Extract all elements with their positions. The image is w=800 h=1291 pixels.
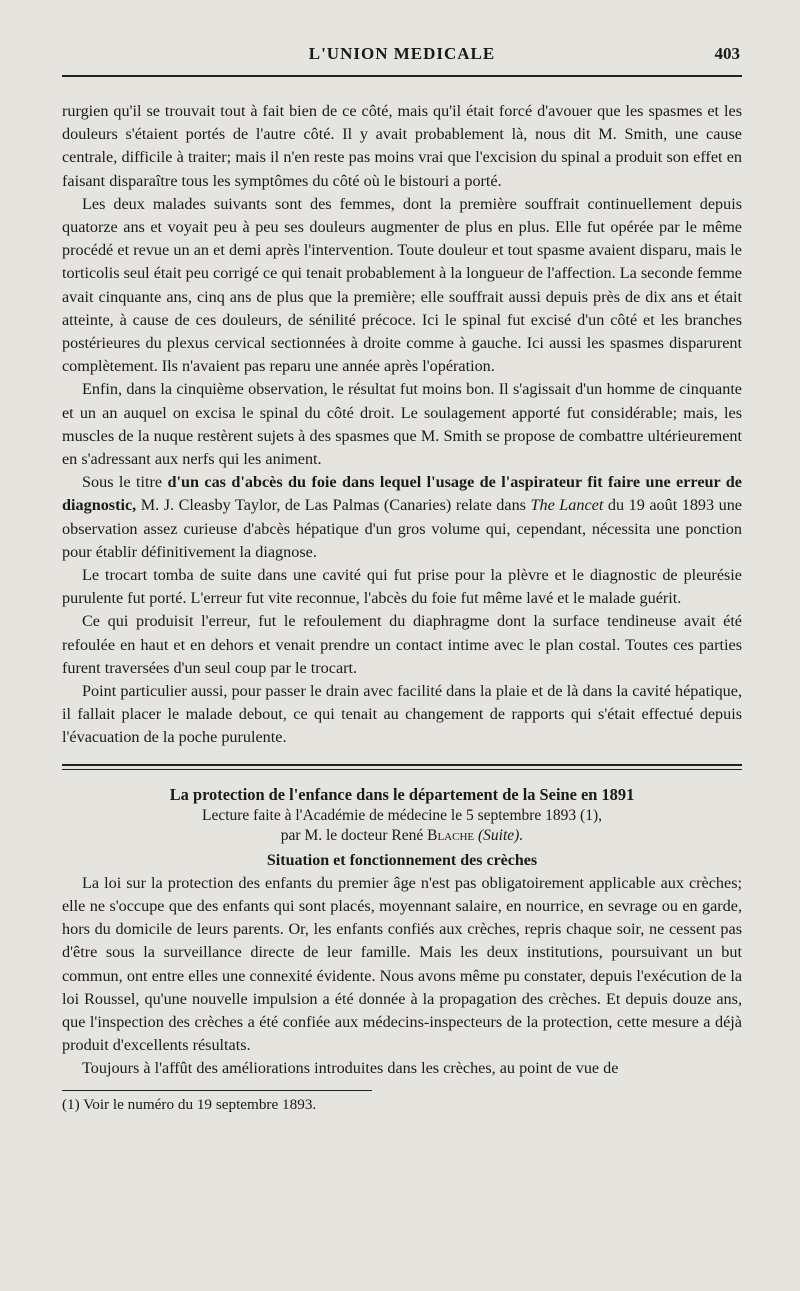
paragraph-2: Les deux malades suivants sont des femmes, dont la première souffrait continuellement depuis quatorze ans et voyait peu à peu ses douleurs augmenter de plus en plus. Elle fut opérée par le même procédé et revue un an et demi après l'intervention. Toute douleur et tout spasme avaient disparu, mais le torticolis seul était peu corrigé ce qui tenait probablement à la longueur de l'affection. La seconde femme avait cinquante ans, cinq ans de plus que la première; elle souffrait aussi depuis près de dix ans et était atteinte, à cause de ces douleurs, de sénilité précoce. Ici le spinal fut excisé d'un côté et les branches postérieures du plexus cervical sectionnées à droite comme à gauche. Ici aussi les spasmes disparurent complètement. Ils n'avaient pas reparu une année après l'opération. xyxy=(62,194,742,376)
header-rule xyxy=(62,75,742,77)
journal-name: The Lancet xyxy=(530,496,604,515)
paragraph-3: Enfin, dans la cinquième observation, le résultat fut moins bon. Il s'agissait d'un homme de cinquante et un an auquel on excisa le spinal du côté droit. Le soulagement apporté fut considérable; mais, les muscles de la nuque restèrent sujets à des spasmes que M. Smith se propose de combattre ultérieurement en s'adressant aux nerfs qui les animent. xyxy=(62,380,742,469)
footnote: (1) Voir le numéro du 19 septembre 1893. xyxy=(62,1095,317,1113)
section-title: La protection de l'enfance dans le département de la Seine en 1891 xyxy=(169,784,635,804)
paragraph-6: Ce qui produisit l'erreur, fut le refoulement du diaphragme dont la surface tendineuse avait été refoulée en haut et en dehors et venait prendre un contact intime avec le plan costal. Toutes ces parties furent traversées d'un seul coup par le trocart. xyxy=(62,612,742,677)
running-head: L'UNION MEDICALE xyxy=(308,44,496,63)
subheading: Situation et fonctionnement des crèches xyxy=(266,851,538,869)
paragraph-5: Le trocart tomba de suite dans une cavité qui fut prise pour la plèvre et le diagnostic de pleurésie purulente fut porté. L'erreur fut vite reconnue, l'abcès du foie fut même lavé et le malade guérit. xyxy=(62,566,742,608)
paragraph-4-bold-title: d'un cas d'abcès du foie dans lequel l'usage de l'aspirateur fit faire une erreur de diagnostic, xyxy=(62,473,742,515)
byline-prefix: par M. le docteur René xyxy=(280,826,428,844)
paragraph-4 xyxy=(62,471,742,564)
article-body xyxy=(62,100,742,1115)
page-header xyxy=(62,40,742,76)
page-number: 403 xyxy=(714,44,740,63)
section-paragraph-2: Toujours à l'affût des améliorations introduites dans les crèches, au point de vue de xyxy=(82,1059,619,1078)
section-rule-thin xyxy=(62,769,742,770)
paragraph-4-lead: Sous le titre xyxy=(82,473,168,492)
paragraph-4-tail: du 19 août 1893 une observation assez curieuse d'abcès hépatique d'un gros volume qui, cependant, nécessita une ponction pour établir définitivement la diagnose. xyxy=(62,496,742,561)
paragraph-7: Point particulier aussi, pour passer le drain avec facilité dans la plaie et de là dans la cavité hépatique, il fallait placer le malade debout, ce qui tenait au changement de rapports qui s'était effectué depuis l'évacuation de la poche purulente. xyxy=(62,682,742,747)
lecture-line: Lecture faite à l'Académie de médecine le 5 septembre 1893 (1), xyxy=(201,806,602,824)
section-rule-thick xyxy=(62,764,742,766)
byline-suffix: (Suite). xyxy=(474,826,524,844)
footnote-rule xyxy=(62,1090,372,1091)
paragraph-1: rurgien qu'il se trouvait tout à fait bien de ce côté, mais qu'il était forcé d'avouer que les spasmes et les douleurs s'étaient portés de l'autre côté. Il y avait probablement là, nous dit M. Smith, une cause centrale, difficile à traiter; mais il n'en reste pas moins vrai que l'excision du spinal a produit son effet en faisant disparaître tous les symptômes du côté où le bistouri a porté. xyxy=(62,102,742,190)
section-paragraph-1: La loi sur la protection des enfants du premier âge n'est pas obligatoirement applicable aux crèches; elle ne s'occupe que des enfants qui sont placés, moyennant salaire, en nourrice, en sevrage ou en garde, hors du domicile de leurs parents. Or, les enfants confiés aux crèches, repris chaque soir, ne cessent pas d'être sous la surveillance directe de leur famille. Mais les deux institutions, poursuivant un but commun, ont entre elles une connexité évidente. Nous avons même pu constater, depuis l'exécution de la loi Roussel, qu'une nouvelle impulsion a été donnée à la propagation des crèches. Et depuis douze ans, que l'inspection des crèches a été confiée aux médecins-inspecteurs de la protection, cette mesure a déjà produit d'excellents résultats. xyxy=(62,873,742,1055)
byline xyxy=(62,826,742,846)
paragraph-4-mid: M. J. Cleasby Taylor, de Las Palmas (Canaries) relate dans xyxy=(136,496,531,515)
author-name: Blache xyxy=(427,826,475,844)
